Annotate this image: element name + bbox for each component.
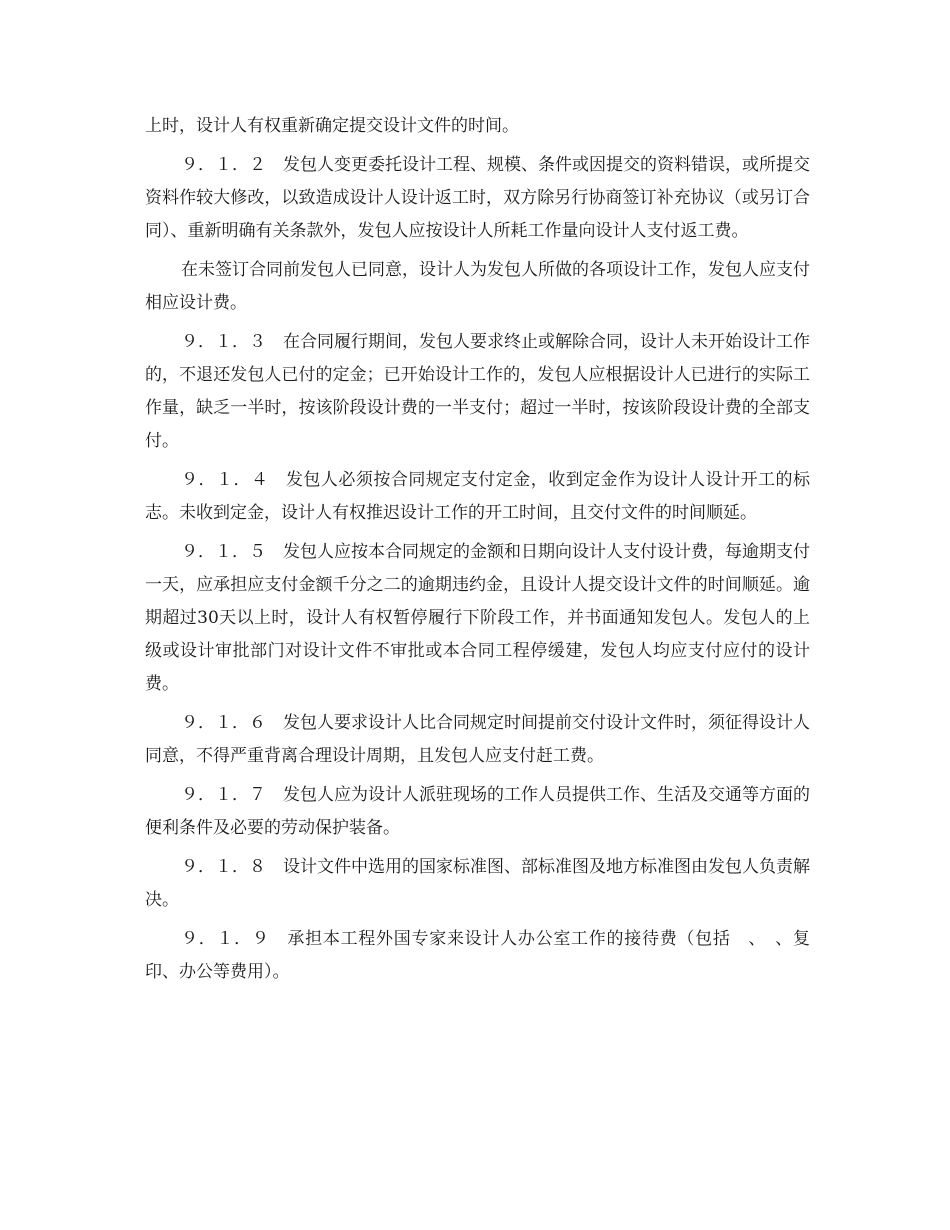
paragraph-text: 上时，设计人有权重新确定提交设计文件的时间。 (145, 116, 519, 136)
document-body (145, 110, 810, 995)
paragraph-continuation (145, 110, 810, 143)
clause-9-1-4 (145, 464, 810, 530)
clause-9-1-9 (145, 923, 810, 989)
clause-9-1-8 (145, 851, 810, 917)
clause-9-1-6 (145, 707, 810, 773)
clause-9-1-2 (145, 149, 810, 248)
clause-9-1-3 (145, 326, 810, 458)
clause-text: 设计文件中选用的国家标准图、部标准图及地方标准图由发包人负责解决。 (145, 857, 810, 910)
clause-number: ９．１．７ (181, 785, 266, 805)
clause-number: ９．１．４ (181, 470, 269, 490)
clause-text: 承担本工程外国专家来设计人办公室工作的接待费（包括 、 、复印、办公等费用）。 (145, 929, 811, 982)
clause-text: 在合同履行期间，发包人要求终止或解除合同，设计人未开始设计工作的，不退还发包人已付的定金；已开始设计工作的，发包人应根据设计人已进行的实际工作量，缺乏一半时，按该阶段设计费的一半支付；超过一半时，按该阶段设计费的全部支付。 (145, 332, 810, 451)
clause-number: ９．１．６ (181, 713, 266, 733)
paragraph-text: 在未签订合同前发包人已同意，设计人为发包人所做的各项设计工作，发包人应支付相应设计费。 (145, 260, 810, 313)
clause-number: ９．１．５ (181, 542, 266, 562)
clause-text: 发包人应按本合同规定的金额和日期向设计人支付设计费，每逾期支付一天，应承担应支付金额千分之二的逾期违约金，且设计人提交设计文件的时间顺延。逾期超过30天以上时，设计人有权暂停履行下阶段工作，并书面通知发包人。发包人的上级或设计审批部门对设计文件不审批或本合同工程停缓建，发包人均应支付应付的设计费。 (145, 542, 810, 694)
clause-number: ９．１．３ (181, 332, 266, 352)
clause-number: ９．１．２ (181, 155, 266, 175)
clause-text: 发包人应为设计人派驻现场的工作人员提供工作、生活及交通等方面的便利条件及必要的劳动保护装备。 (145, 785, 810, 838)
clause-number: ９．１．９ (181, 929, 270, 949)
clause-9-1-7 (145, 779, 810, 845)
clause-9-1-5 (145, 536, 810, 701)
clause-text: 发包人要求设计人比合同规定时间提前交付设计文件时，须征得设计人同意，不得严重背离合理设计周期，且发包人应支付赶工费。 (145, 713, 810, 766)
clause-number: ９．１．８ (181, 857, 266, 877)
clause-text: 发包人变更委托设计工程、规模、条件或因提交的资料错误，或所提交资料作较大修改，以致造成设计人设计返工时，双方除另行协商签订补充协议（或另订合同）、重新明确有关条款外，发包人应按设计人所耗工作量向设计人支付返工费。 (145, 155, 810, 241)
paragraph-unsigned-work (145, 254, 810, 320)
clause-text: 发包人必须按合同规定支付定金，收到定金作为设计人设计开工的标志。未收到定金，设计人有权推迟设计工作的开工时间，且交付文件的时间顺延。 (145, 470, 811, 523)
